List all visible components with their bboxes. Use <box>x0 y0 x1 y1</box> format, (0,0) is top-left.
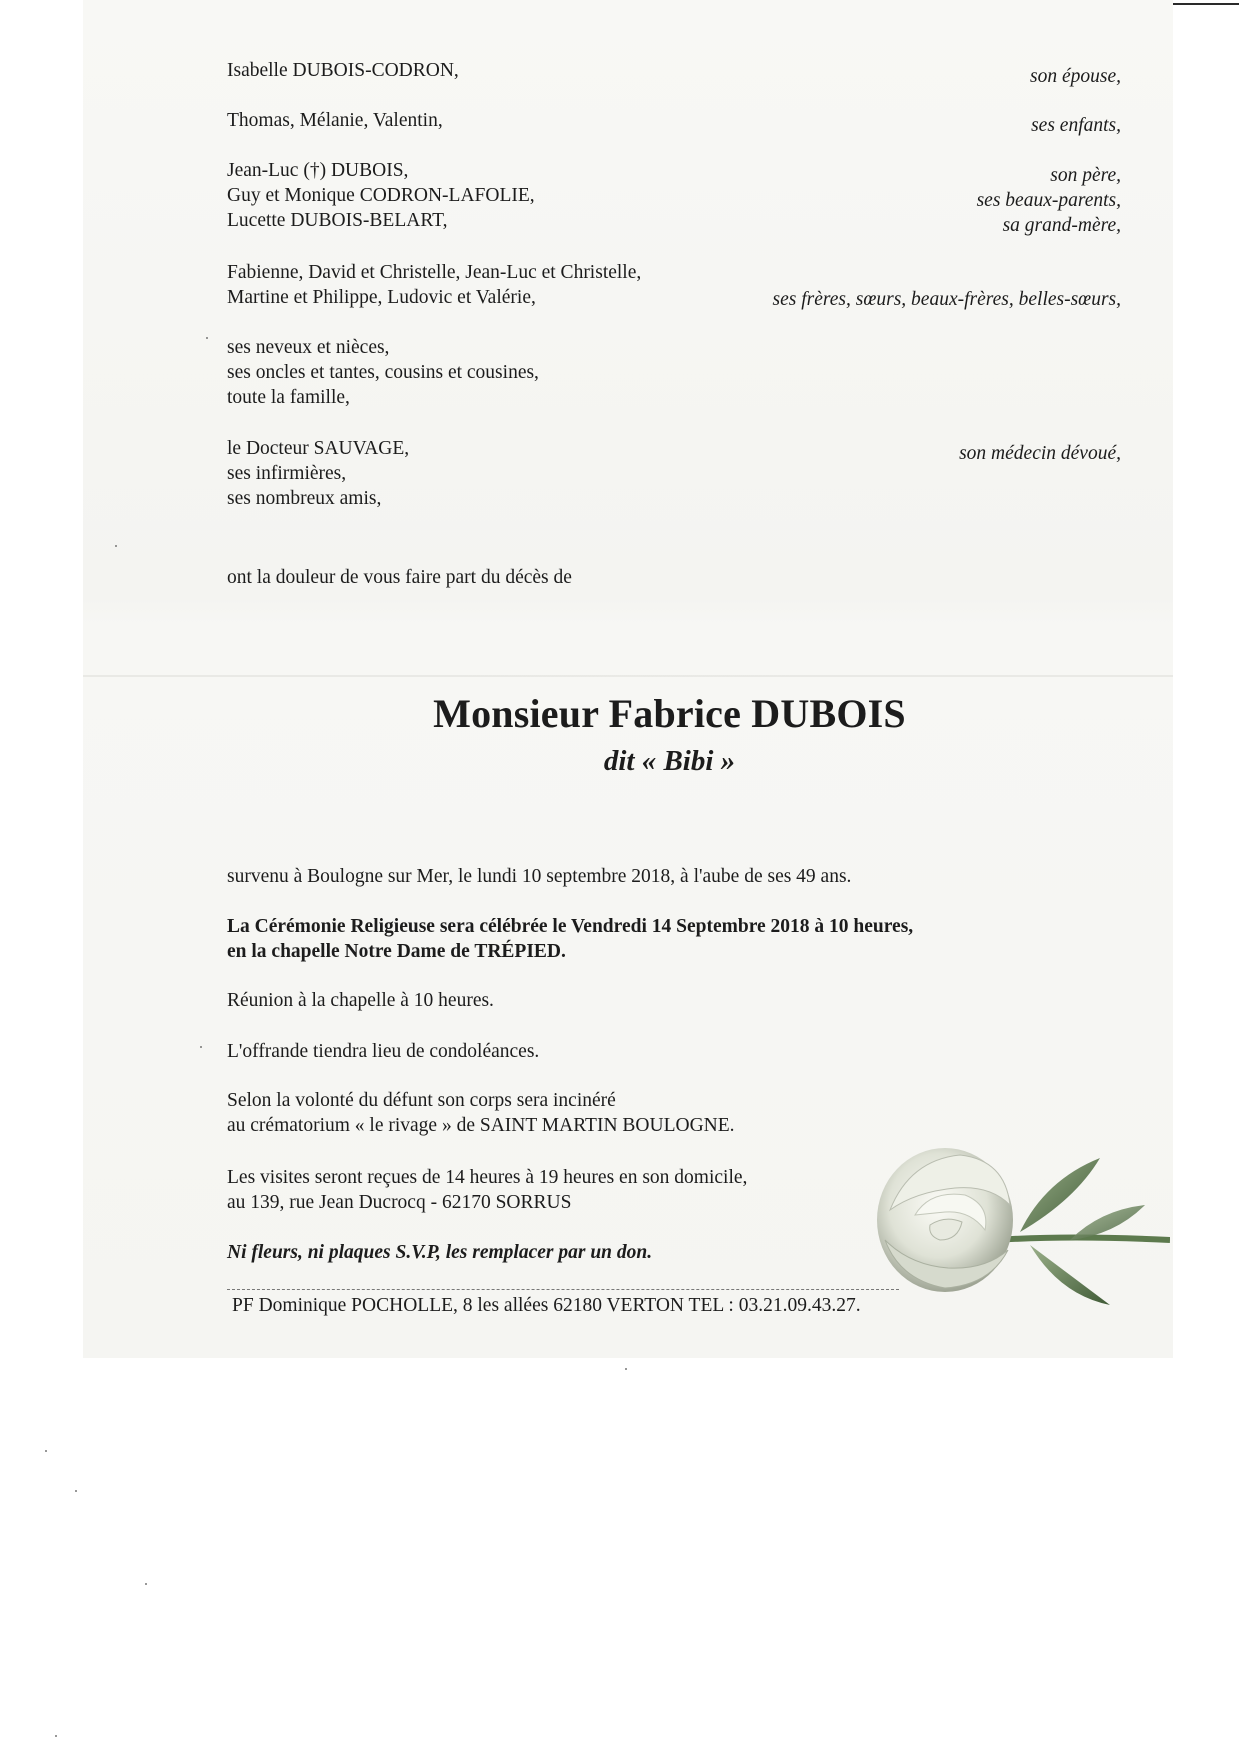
family-extended <box>227 335 1121 415</box>
death-details: survenu à Boulogne sur Mer, le lundi 10 septembre 2018, à l'aube de ses 49 ans. <box>227 866 852 887</box>
family-children <box>227 108 1121 138</box>
scan-speck <box>45 1450 47 1452</box>
visits-line: au 139, rue Jean Ducrocq - 62170 SORRUS <box>227 1192 572 1213</box>
extended-line: ses neveux et nièces, <box>227 337 390 358</box>
flowers-note: Ni fleurs, ni plaques S.V.P, les remplacer par un don. <box>227 1242 653 1263</box>
family-parents <box>227 158 1121 238</box>
parent-name: Guy et Monique CODRON-LAFOLIE, <box>227 185 535 206</box>
parent-relation: son père, <box>1050 165 1121 186</box>
offering-details: L'offrande tiendra lieu de condoléances. <box>227 1041 540 1062</box>
ceremony-line: La Cérémonie Religieuse sera célébrée le Vendredi 14 Septembre 2018 à 10 heures, <box>227 916 914 937</box>
announcement-text: ont la douleur de vous faire part du décès de <box>227 567 572 588</box>
scan-speck <box>200 1046 202 1048</box>
children-relation: ses enfants, <box>1031 115 1121 136</box>
doctor-line: ses infirmières, <box>227 463 347 484</box>
parent-relation: sa grand-mère, <box>1002 215 1121 236</box>
doctor-relation: son médecin dévoué, <box>959 443 1121 464</box>
visits-details <box>227 1165 747 1215</box>
card-fold-line <box>83 675 1173 677</box>
scan-speck <box>625 1368 627 1370</box>
deceased-name: Monsieur Fabrice DUBOIS <box>433 691 906 736</box>
scan-speck <box>206 337 208 339</box>
sibling-names: Martine et Philippe, Ludovic et Valérie, <box>227 287 536 308</box>
children-names: Thomas, Mélanie, Valentin, <box>227 110 443 131</box>
scan-edge-mark <box>1173 0 1239 8</box>
visits-line: Les visites seront reçues de 14 heures à 19 heures en son domicile, <box>227 1167 748 1188</box>
sibling-names: Fabienne, David et Christelle, Jean-Luc et Christelle, <box>227 262 642 283</box>
family-doctor <box>227 436 1121 516</box>
parent-name: Lucette DUBOIS-BELART, <box>227 210 448 231</box>
family-spouse <box>227 58 1121 88</box>
siblings-relation: ses frères, sœurs, beaux-frères, belles-sœurs, <box>772 289 1121 310</box>
extended-line: toute la famille, <box>227 387 350 408</box>
meeting-details: Réunion à la chapelle à 10 heures. <box>227 990 494 1011</box>
family-siblings <box>227 260 1121 315</box>
doctor-line: ses nombreux amis, <box>227 488 382 509</box>
parent-relation: ses beaux-parents, <box>976 190 1121 211</box>
footer-divider <box>227 1289 899 1290</box>
cremation-line: Selon la volonté du défunt son corps sera incinéré <box>227 1090 616 1111</box>
doctor-line: le Docteur SAUVAGE, <box>227 438 410 459</box>
extended-line: ses oncles et tantes, cousins et cousines, <box>227 362 539 383</box>
scan-speck <box>115 545 117 547</box>
funeral-home-footer: PF Dominique POCHOLLE, 8 les allées 62180 VERTON TEL : 03.21.09.43.27. <box>232 1295 861 1316</box>
ceremony-line: en la chapelle Notre Dame de TRÉPIED. <box>227 941 566 962</box>
spouse-name: Isabelle DUBOIS-CODRON, <box>227 60 459 81</box>
ceremony-details <box>227 914 913 964</box>
parent-name: Jean-Luc (†) DUBOIS, <box>227 160 409 181</box>
scan-speck <box>145 1583 147 1585</box>
deceased-nickname: dit « Bibi » <box>603 745 736 777</box>
cremation-line: au crématorium « le rivage » de SAINT MARTIN BOULOGNE. <box>227 1115 735 1136</box>
white-rose-icon <box>870 1100 1170 1340</box>
scan-speck <box>55 1735 57 1737</box>
scan-speck <box>75 1490 77 1492</box>
cremation-details <box>227 1088 735 1138</box>
spouse-relation: son épouse, <box>1030 66 1121 87</box>
